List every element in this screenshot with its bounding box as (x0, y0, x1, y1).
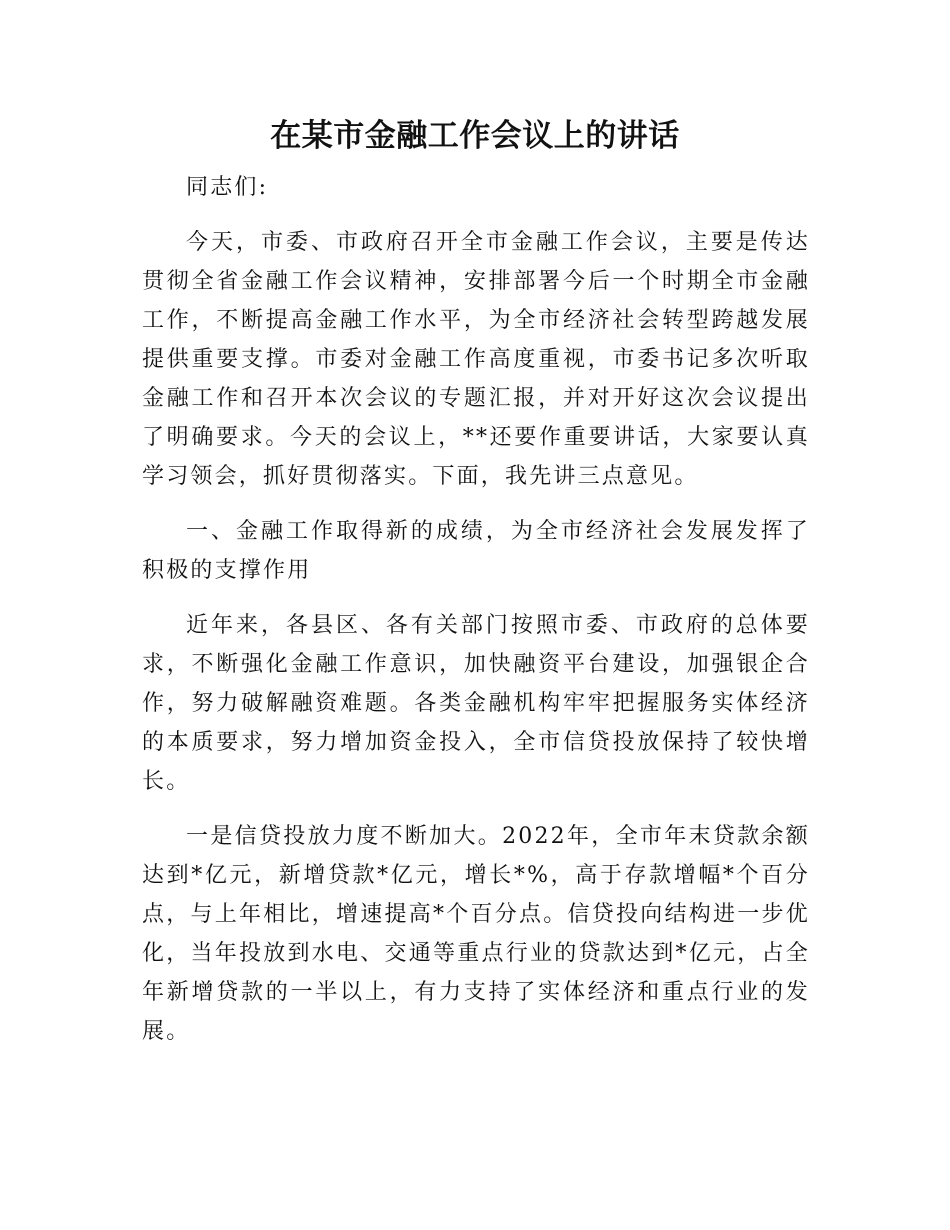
document-body (142, 168, 810, 1067)
document-title: 在某市金融工作会议上的讲话 (270, 118, 680, 154)
body-paragraph: 近年来，各县区、各有关部门按照市委、市政府的总体要求，不断强化金融工作意识，加快融资平台建设，加强银企合作，努力破解融资难题。各类金融机构牢牢把握服务实体经济的本质要求，努力增加资金投入，全市信贷投放保持了较快增长。 (142, 613, 810, 794)
salutation: 同志们: (186, 175, 269, 200)
section-heading-1: 一、金融工作取得新的成绩，为全市经济社会发展发挥了积极的支撑作用 (142, 519, 810, 583)
opening-paragraph: 今天，市委、市政府召开全市金融工作会议，主要是传达贯彻全省金融工作会议精神，安排部署今后一个时期全市金融工作，不断提高金融工作水平，为全市经济社会转型跨越发展提供重要支撑。市委对金融工作高度重视，市委书记多次听取金融工作和召开本次会议的专题汇报，并对开好这次会议提出了明确要求。今天的会议上，**还要作重要讲话，大家要认真学习领会，抓好贯彻落实。下面，我先讲三点意见。 (142, 230, 810, 489)
body-paragraph: 一是信贷投放力度不断加大。2022年，全市年末贷款余额达到*亿元，新增贷款*亿元，增长*%，高于存款增幅*个百分点，与上年相比，增速提高*个百分点。信贷投向结构进一步优化，当年投放到水电、交通等重点行业的贷款达到*亿元，占全年新增贷款的一半以上，有力支持了实体经济和重点行业的发展。 (142, 824, 810, 1044)
